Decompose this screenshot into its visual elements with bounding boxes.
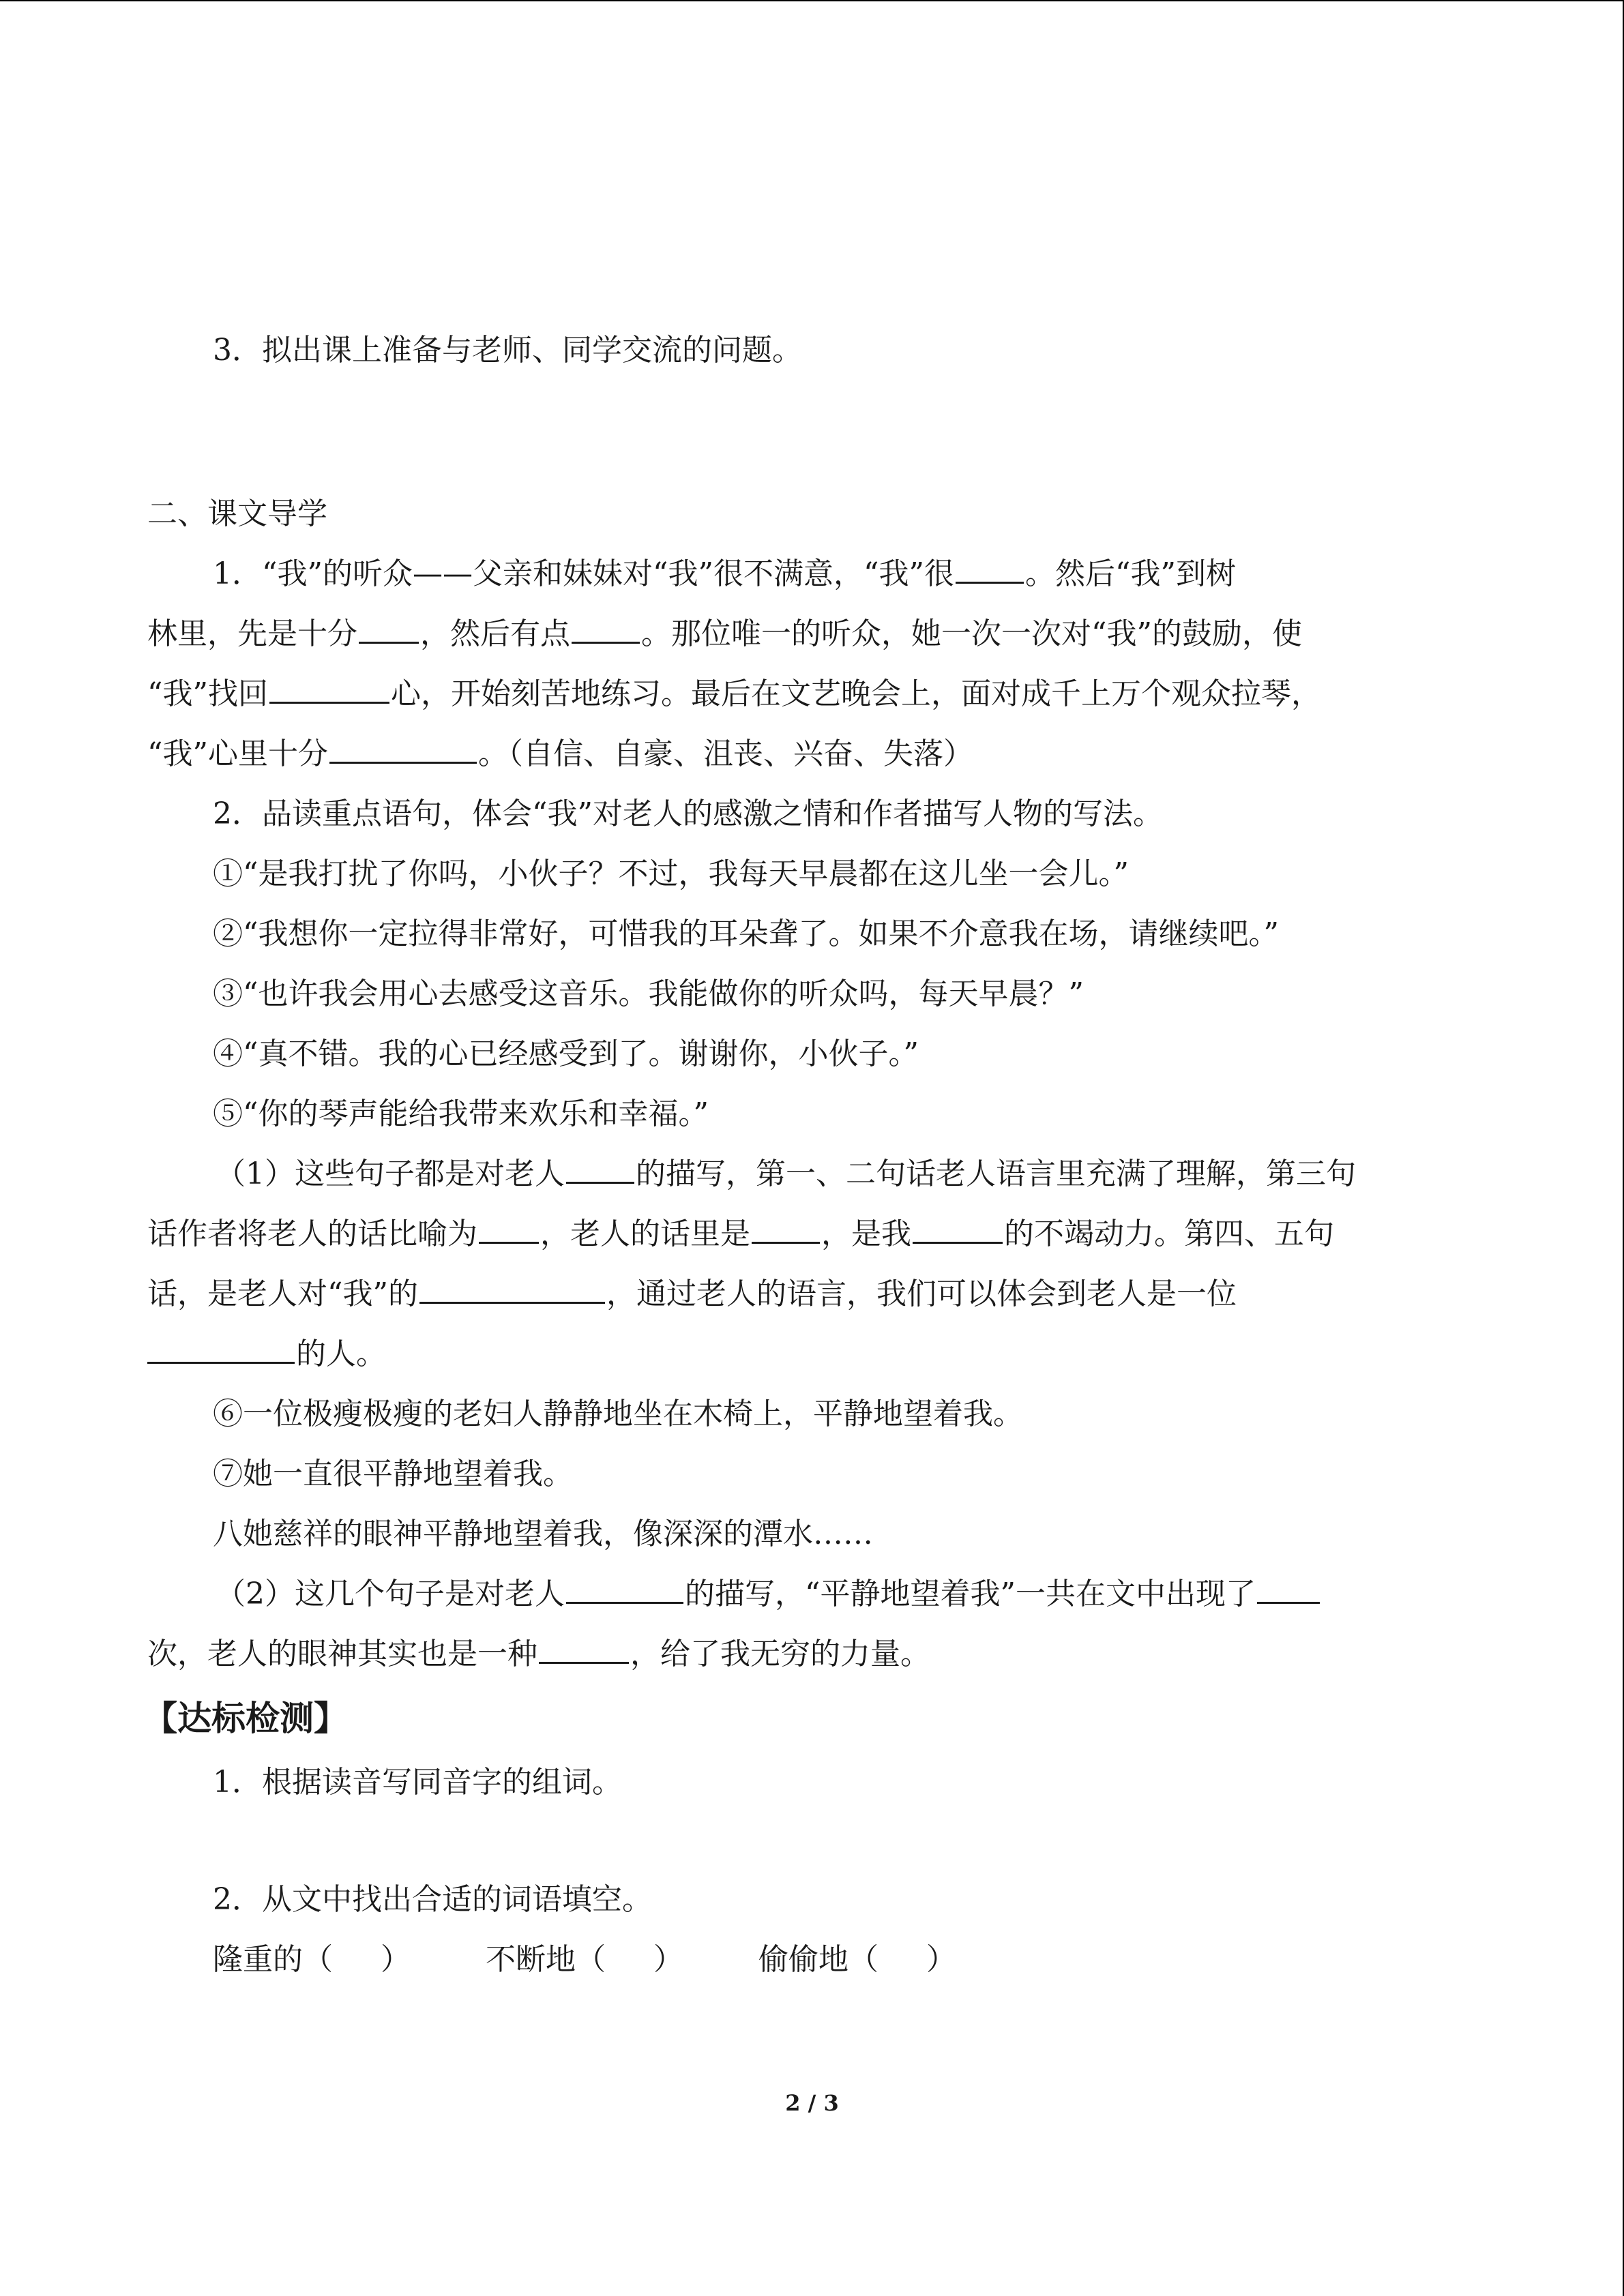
section-2-heading: [147, 484, 1460, 544]
p1-blank-1[interactable]: [566, 1154, 634, 1184]
p1-l1-a: （1）这些句子都是对老人: [216, 1157, 565, 1191]
q1-l3-b: 心，开始刻苦地练习。最后在文艺晚会上，面对成千上万个观众拉琴，: [391, 676, 1321, 711]
q1-line-2: [147, 604, 1460, 664]
q2-intro-text: 2．品读重点语句，体会“我”对老人的感激之情和作者描写人物的写法。: [213, 796, 1163, 831]
p2-l2-b: ，给了我无穷的力量。: [630, 1637, 930, 1671]
p1-blank-4[interactable]: [913, 1214, 1003, 1244]
quote-1: [147, 844, 1460, 904]
quote-3: [147, 964, 1460, 1024]
part-1-line-1: [147, 1144, 1460, 1204]
page-number: [0, 2090, 1624, 2116]
q1-l2-b: ，然后有点: [420, 616, 570, 651]
item-3: [147, 320, 1460, 381]
q1-l1-b: 。然后“我”到树: [1024, 556, 1236, 591]
q1-l3-a: “我”找回: [147, 676, 268, 711]
q1-blank-3[interactable]: [572, 614, 640, 644]
word-2-close: ）: [653, 1942, 683, 1977]
p1-l2-a: 话作者将老人的话比喻为: [147, 1217, 477, 1251]
test-heading: [143, 1684, 1460, 1753]
p1-blank-5[interactable]: [419, 1274, 605, 1304]
quote-3-text: ③“也许我会用心去感受这音乐。我能做你的听众吗，每天早晨？”: [213, 976, 1084, 1011]
p1-blank-3[interactable]: [752, 1214, 820, 1244]
q1-l2-c: 。那位唯一的听众，她一次一次对“我”的鼓励，使: [641, 616, 1302, 651]
p2-blank-3[interactable]: [539, 1635, 629, 1664]
quote-6: [147, 1384, 1460, 1444]
q1-l4-b: 。（自信、自豪、沮丧、兴奋、失落）: [478, 736, 973, 771]
q1-blank-2[interactable]: [359, 614, 419, 644]
word-1-label: 隆重的（: [213, 1942, 333, 1977]
quote-7: [147, 1444, 1460, 1504]
part-1-line-3: [147, 1264, 1460, 1324]
part-2-line-2: [147, 1624, 1460, 1684]
quote-2-text: ②“我想你一定拉得非常好，可惜我的耳朵聋了。如果不介意我在场，请继续吧。”: [213, 916, 1279, 951]
p1-l2-c: ，是我: [821, 1217, 911, 1251]
page-number-text: 2 / 3: [785, 2090, 839, 2116]
quote-1-text: ①“是我打扰了你吗，小伙子？不过，我每天早晨都在这儿坐一会儿。”: [213, 856, 1129, 891]
item-3-text: 3．拟出课上准备与老师、同学交流的问题。: [213, 333, 802, 368]
p1-l1-b: 的描写，第一、二句话老人语言里充满了理解，第三句: [636, 1157, 1356, 1191]
quote-4: [147, 1024, 1460, 1084]
q1-l2-a: 林里，先是十分: [147, 616, 357, 651]
p2-l1-a: （2）这几个句子是对老人: [216, 1577, 565, 1611]
p1-l2-b: ，老人的话里是: [540, 1217, 750, 1251]
p2-l1-b: 的描写，“平静地望着我”一共在文中出现了: [685, 1577, 1256, 1611]
word-1-close: ）: [381, 1942, 411, 1977]
q1-line-3: [147, 664, 1460, 724]
quote-5: [147, 1084, 1460, 1144]
q2-intro: [147, 784, 1460, 844]
p2-blank-2[interactable]: [1257, 1575, 1320, 1604]
page-top-border: [0, 0, 1624, 1]
p1-blank-2[interactable]: [479, 1214, 539, 1244]
quote-7-text: ⑦她一直很平静地望着我。: [213, 1457, 573, 1491]
quote-5-text: ⑤“你的琴声能给我带来欢乐和幸福。”: [213, 1097, 709, 1131]
part-1-line-2: [147, 1204, 1460, 1264]
part-2-line-1: [147, 1564, 1460, 1624]
quote-2: [147, 904, 1460, 964]
q1-line-4: [147, 724, 1460, 784]
part-1-line-4: [147, 1324, 1460, 1384]
p2-l2-a: 次，老人的眼神其实也是一种: [147, 1637, 537, 1671]
quote-4-text: ④“真不错。我的心已经感受到了。谢谢你，小伙子。”: [213, 1037, 919, 1071]
q1-l1-a: 1．“我”的听众——父亲和妹妹对“我”很不满意，“我”很: [213, 556, 954, 591]
p1-l2-d: 的不竭动力。第四、五句: [1004, 1217, 1334, 1251]
q1-blank-4[interactable]: [269, 674, 389, 704]
q1-l4-a: “我”心里十分: [147, 736, 328, 771]
word-3-close: ）: [926, 1942, 956, 1977]
document-body: [143, 320, 1460, 1990]
p1-l3-a: 话，是老人对“我”的: [147, 1277, 418, 1311]
q1-blank-5[interactable]: [329, 734, 477, 764]
p1-blank-6[interactable]: [147, 1335, 295, 1364]
section-2-heading-text: 二、课文导学: [147, 496, 327, 531]
p1-l3-b: ，通过老人的语言，我们可以体会到老人是一位: [606, 1277, 1237, 1311]
word-3-label: 偷偷地（: [758, 1942, 879, 1977]
q1-line-1: [147, 544, 1460, 604]
test-heading-text: 【达标检测】: [143, 1699, 348, 1738]
p2-blank-1[interactable]: [566, 1575, 683, 1604]
test-item-1: [147, 1753, 1460, 1813]
q1-blank-1[interactable]: [956, 554, 1024, 584]
test-item-2: [147, 1870, 1460, 1930]
test-item-1-text: 1．根据读音写同音字的组词。: [213, 1765, 622, 1800]
quote-8: [147, 1504, 1460, 1564]
p1-l4: 的人。: [296, 1337, 386, 1371]
word-2-label: 不断地（: [486, 1942, 606, 1977]
quote-6-text: ⑥一位极瘦极瘦的老妇人静静地坐在木椅上，平静地望着我。: [213, 1397, 1023, 1431]
test-item-2-text: 2．从文中找出合适的词语填空。: [213, 1882, 652, 1917]
quote-8-text: 八她慈祥的眼神平静地望着我，像深深的潭水……: [213, 1517, 873, 1551]
fill-words-row: [147, 1930, 1460, 1990]
